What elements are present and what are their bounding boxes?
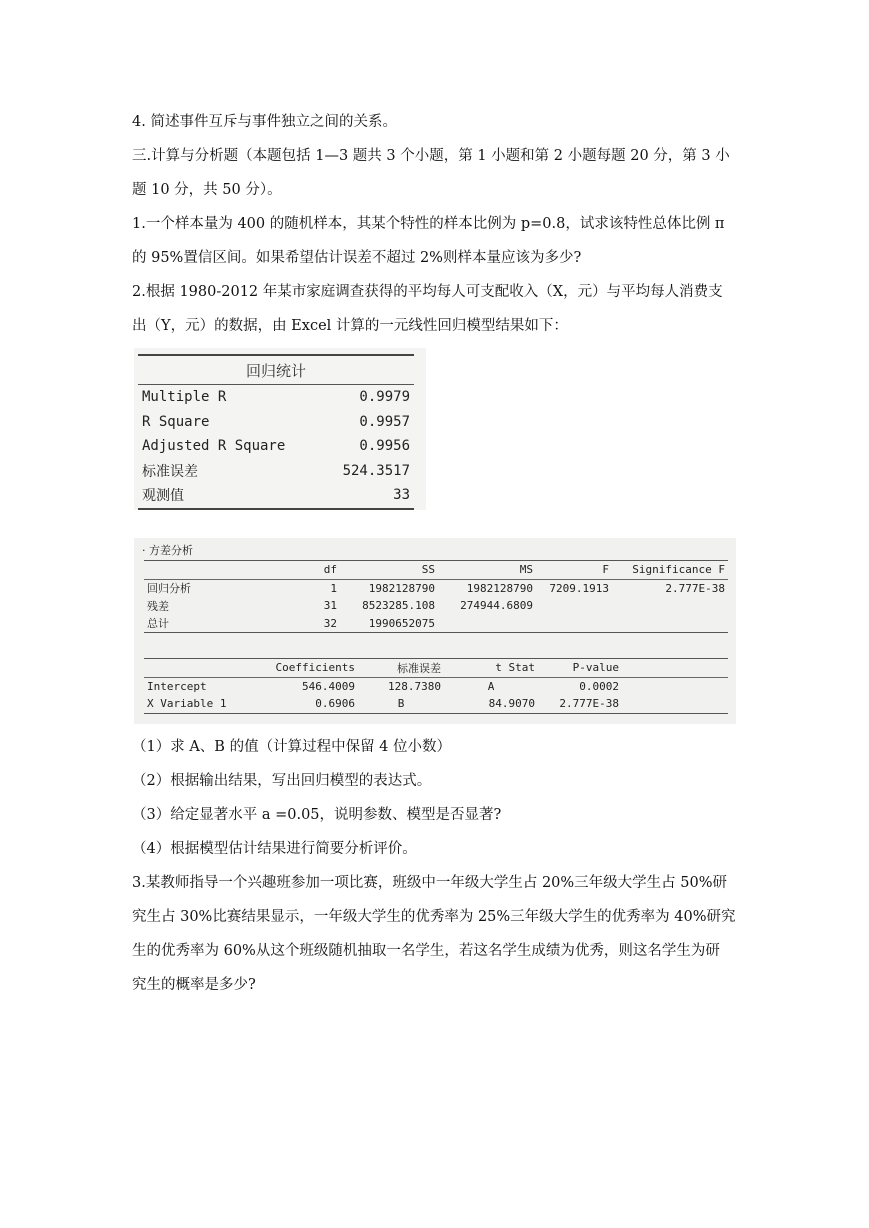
- table-row: [144, 597, 728, 615]
- table-row: [144, 677, 728, 695]
- anova-header: Significance F: [612, 561, 728, 580]
- anova-cell: [612, 615, 728, 633]
- coef-header: t Stat: [444, 659, 538, 678]
- coef-header: Coefficients: [260, 659, 358, 678]
- table-row: [144, 615, 728, 633]
- coef-cell: A: [487, 679, 495, 693]
- anova-cell: 1: [330, 581, 337, 595]
- coef-cell: Intercept: [147, 679, 207, 693]
- anova-cell: 2.777E-38: [665, 581, 725, 595]
- anova-table: [144, 560, 728, 633]
- problem-2-subq2: （2）根据输出结果，写出回归模型的表达式。: [132, 773, 432, 789]
- anova-cell: 总计: [144, 615, 242, 633]
- anova-cell: [536, 615, 612, 633]
- anova-cell: 7209.1913: [549, 581, 609, 595]
- question-4: 4. 简述事件互斥与事件独立之间的关系。: [132, 114, 397, 130]
- anova-title: · 方差分析: [142, 544, 193, 557]
- coef-cell: 546.4009: [302, 679, 355, 693]
- anova-cell: 32: [242, 615, 340, 633]
- stat-value: 33: [322, 483, 414, 509]
- anova-cell: 残差: [147, 599, 169, 613]
- anova-cell: 1982128790: [368, 581, 435, 595]
- problem-2-subq4: （4）根据模型估计结果进行简要分析评价。: [132, 841, 417, 857]
- anova-header: MS: [438, 561, 536, 580]
- regression-stats-title: 回归统计: [138, 355, 414, 385]
- section-3-heading-line2: 题 10 分，共 50 分）。: [132, 182, 282, 198]
- coef-header: [144, 659, 260, 678]
- problem-2-line1: 2.根据 1980-2012 年某市家庭调查获得的平均每人可支配收入（X，元）与平均每人消费支: [132, 284, 723, 300]
- stat-value: 0.9956: [359, 438, 410, 455]
- stat-label: 观测值: [138, 483, 322, 509]
- table-row: [144, 579, 728, 597]
- anova-cell: 31: [323, 599, 337, 613]
- section-3-heading-line1: 三.计算与分析题（本题包括 1—3 题共 3 个小题，第 1 小题和第 2 小题每题 20 分，第 3 小: [132, 148, 730, 164]
- coef-cell: 128.7380: [388, 679, 441, 693]
- coef-cell: 0.6906: [260, 695, 358, 713]
- coef-cell: 2.777E-38: [538, 695, 622, 713]
- table-row: [144, 695, 728, 713]
- problem-1-line1: 1.一个样本量为 400 的随机样本，其某个特性的样本比例为 p=0.8，试求该特性总体比例 π: [132, 216, 725, 232]
- stat-value: 0.9979: [359, 389, 410, 406]
- stat-label: R Square: [142, 413, 210, 430]
- anova-header: df: [242, 561, 340, 580]
- coef-header: 标准误差: [358, 659, 444, 678]
- coef-cell: 84.9070: [444, 695, 538, 713]
- anova-cell: 8523285.108: [362, 599, 435, 613]
- stat-label: Adjusted R Square: [142, 438, 286, 455]
- problem-3-line3: 生的优秀率为 60%从这个班级随机抽取一名学生，若这名学生成绩为优秀，则这名学生为研: [132, 943, 720, 959]
- anova-header: F: [536, 561, 612, 580]
- anova-header: SS: [340, 561, 438, 580]
- anova-cell: 回归分析: [147, 582, 191, 596]
- anova-cell: [536, 597, 612, 615]
- anova-cell: 274944.6809: [460, 599, 533, 613]
- problem-3-line2: 究生占 30%比赛结果显示，一年级大学生的优秀率为 25%三年级大学生的优秀率为 40%研究: [132, 909, 736, 925]
- problem-2-subq1: （1）求 A、B 的值（计算过程中保留 4 位小数）: [132, 739, 452, 755]
- anova-header: [144, 561, 242, 580]
- coef-cell: X Variable 1: [144, 695, 260, 713]
- anova-cell: 1982128790: [466, 581, 533, 595]
- anova-cell: [438, 615, 536, 633]
- anova-cell: 1990652075: [340, 615, 438, 633]
- problem-3-line1: 3.某教师指导一个兴趣班参加一项比赛，班级中一年级大学生占 20%三年级大学生占 50%研: [132, 875, 728, 891]
- problem-2-subq3: （3）给定显著水平 a =0.05，说明参数、模型是否显著?: [132, 807, 502, 823]
- anova-coefficients-block: [134, 538, 736, 724]
- coef-cell: 0.0002: [579, 679, 619, 693]
- problem-1-line2: 的 95%置信区间。如果希望估计误差不超过 2%则样本量应该为多少?: [132, 250, 582, 266]
- stat-label: Multiple R: [142, 389, 227, 406]
- stat-label: 标准误差: [142, 463, 198, 480]
- stat-value: 524.3517: [342, 462, 410, 479]
- problem-2-line2: 出（Y，元）的数据，由 Excel 计算的一元线性回归模型结果如下：: [132, 318, 568, 334]
- coef-cell: B: [358, 695, 444, 713]
- regression-stats-table: [134, 348, 426, 510]
- anova-cell: [612, 597, 728, 615]
- stat-value: 0.9957: [359, 413, 410, 430]
- problem-3-line4: 究生的概率是多少?: [132, 977, 256, 993]
- coefficients-table: [144, 658, 728, 714]
- coef-header: P-value: [538, 659, 622, 678]
